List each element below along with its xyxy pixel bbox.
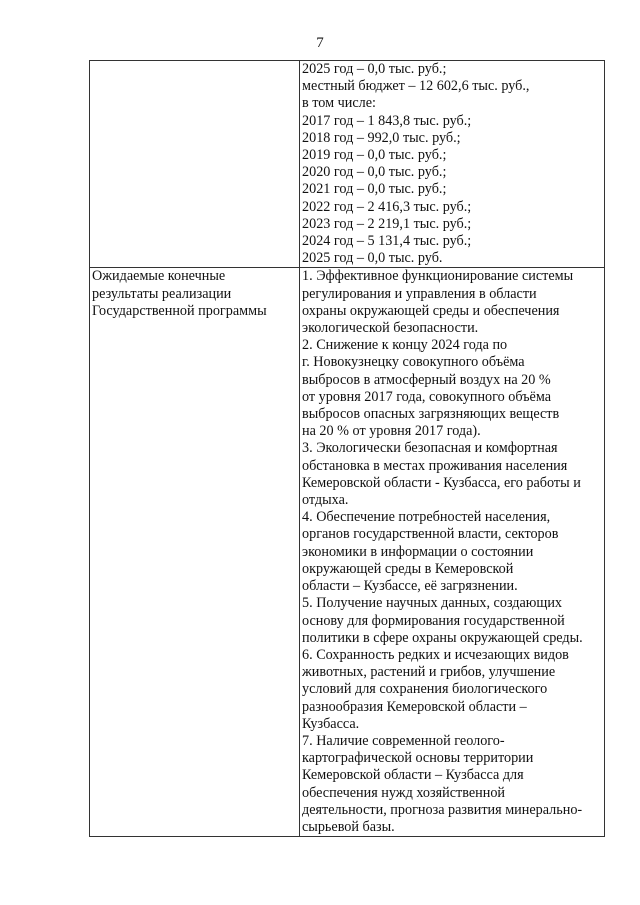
result-line: Кемеровской области – Кузбасса для [302,767,524,784]
result-line: 4. Обеспечение потребностей населения, [302,509,551,526]
program-passport-table [89,60,605,837]
funding-line: 2017 год – 1 843,8 тыс. руб.; [302,112,472,129]
result-line: 7. Наличие современной геолого- [302,732,505,749]
result-line: регулирования и управления в области [302,285,537,302]
result-line: деятельности, прогноза развития минерально- [302,801,583,818]
funding-line: 2023 год – 2 219,1 тыс. руб.; [302,215,472,232]
result-line: условий для сохранения биологического [302,681,548,698]
result-line: 5. Получение научных данных, создающих [302,595,563,612]
funding-line: 2025 год – 0,0 тыс. руб. [302,250,443,267]
result-line: области – Кузбассе, её загрязнении. [302,578,518,595]
funding-line: 2021 год – 0,0 тыс. руб.; [302,181,447,198]
result-line: 2. Снижение к концу 2024 года по [302,337,508,354]
result-line: 6. Сохранность редких и исчезающих видов [302,646,569,663]
row-label-line: Ожидаемые конечные [92,268,226,285]
result-line: на 20 % от уровня 2017 года). [302,423,481,440]
funding-line: 2025 год – 0,0 тыс. руб.; [302,61,447,77]
result-line: 1. Эффективное функционирование системы [302,268,574,285]
result-line: 3. Экологически безопасная и комфортная [302,440,558,457]
result-line: политики в сфере охраны окружающей среды. [302,629,583,646]
funding-line: 2018 год – 992,0 тыс. руб.; [302,129,461,146]
result-line: основу для формирования государственной [302,612,565,629]
result-line: экономики в информации о состоянии [302,543,534,560]
result-line: г. Новокузнецку совокупного объёма [302,354,525,371]
result-line: сырьевой базы. [302,818,395,835]
result-line: от уровня 2017 года, совокупного объёма [302,388,552,405]
table-cell-left-empty [90,61,300,268]
table-row-expected-results [90,268,605,837]
page-number: 7 [316,35,324,51]
row-label-line: результаты реализации [92,285,232,302]
result-line: обеспечения нужд хозяйственной [302,784,506,801]
result-line: отдыха. [302,492,349,509]
funding-line: 2020 год – 0,0 тыс. руб.; [302,164,447,181]
table-cell-funding [300,61,605,268]
funding-line: 2019 год – 0,0 тыс. руб.; [302,147,447,164]
result-line: картографической основы территории [302,750,534,767]
table-cell-row-label [90,268,300,837]
funding-line: 2024 год – 5 131,4 тыс. руб.; [302,233,472,250]
result-line: охраны окружающей среды и обеспечения [302,302,560,319]
funding-line: в том числе: [302,95,376,112]
funding-line: местный бюджет – 12 602,6 тыс. руб., [302,78,530,95]
result-line: выбросов в атмосферный воздух на 20 % [302,371,551,388]
result-line: экологической безопасности. [302,320,479,337]
result-line: окружающей среды в Кемеровской [302,560,514,577]
result-line: разнообразия Кемеровской области – [302,698,527,715]
result-line: обстановка в местах проживания населения [302,457,568,474]
result-line: выбросов опасных загрязняющих веществ [302,406,560,423]
table-row-budget-continuation [90,61,605,268]
row-label-line: Государственной программы [92,302,267,319]
result-line: Кузбасса. [302,715,360,732]
funding-line: 2022 год – 2 416,3 тыс. руб.; [302,198,472,215]
result-line: Кемеровской области - Кузбасса, его работы и [302,474,581,491]
table-cell-results [300,268,605,837]
result-line: органов государственной власти, секторов [302,526,559,543]
result-line: животных, растений и грибов, улучшение [302,664,556,681]
